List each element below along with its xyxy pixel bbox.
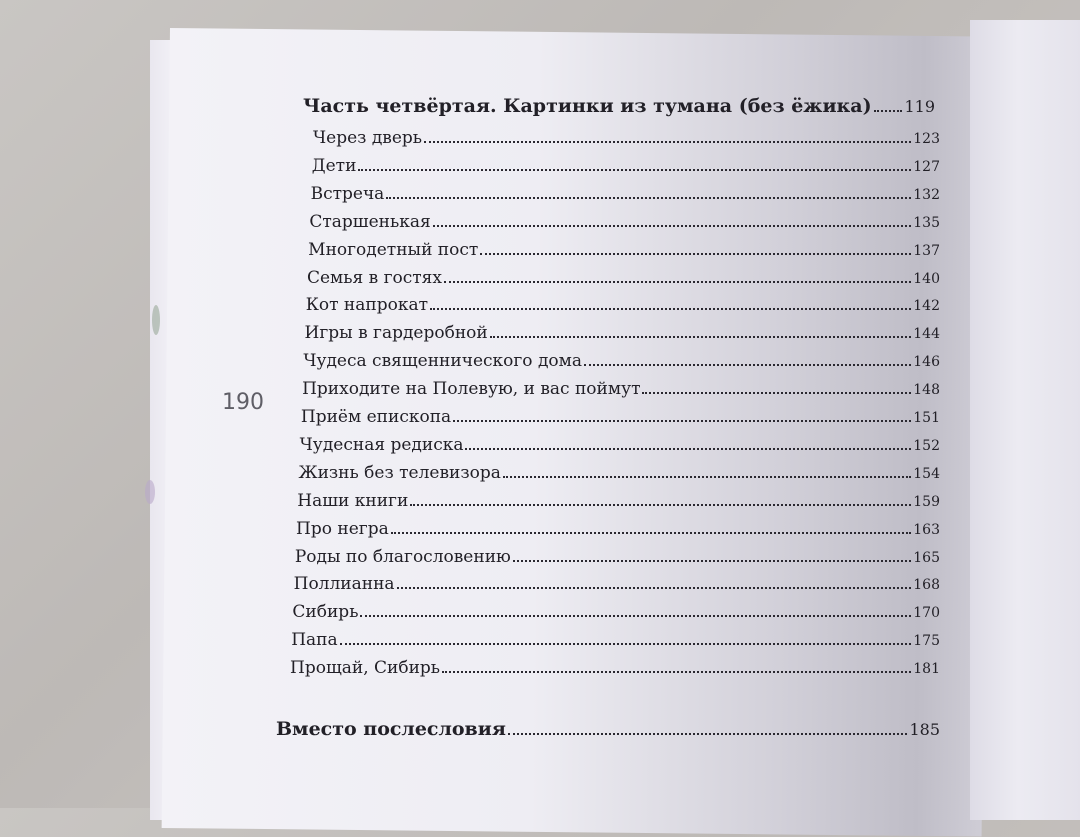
toc-entry (308, 240, 940, 260)
part-title: Часть четвёртая. Картинки из тумана (без ёжика) (303, 95, 872, 117)
dot-leader (465, 446, 911, 450)
afterword-page: 185 (909, 720, 940, 739)
toc-entry-page: 168 (913, 577, 940, 594)
toc-entry-page: 146 (913, 354, 940, 371)
dot-leader (410, 502, 911, 506)
dot-leader (391, 530, 912, 534)
toc-entry-title: Многодетный пост (308, 239, 479, 260)
toc-entry-page: 170 (913, 605, 940, 622)
toc-entry-page: 127 (913, 158, 940, 175)
toc-entry-title: Прощай, Сибирь (290, 658, 441, 679)
toc-entry-title: Старшенькая (309, 211, 431, 232)
toc-entry (307, 268, 940, 288)
toc-entry-title: Про негра (296, 518, 389, 539)
dot-leader (386, 195, 911, 199)
toc-entry-page: 123 (913, 131, 940, 147)
toc-entry-title: Кот напрокат (305, 295, 429, 316)
toc-entry-page: 148 (913, 382, 940, 399)
toc-entry-title: Сибирь (292, 602, 359, 623)
toc-entry-page: 137 (913, 242, 940, 259)
toc-entry-title: Жизнь без телевизора (298, 462, 501, 483)
part-page: 119 (904, 97, 935, 116)
toc-entry-page: 154 (913, 465, 940, 482)
toc-entry (291, 630, 940, 650)
page-number: 190 (222, 390, 264, 415)
toc-entry (300, 435, 940, 455)
toc-entry-page: 151 (913, 410, 940, 426)
dot-leader (442, 669, 911, 673)
toc-entry-title: Игры в гардеробной (304, 323, 488, 344)
toc-entry-title: Семья в гостях (306, 267, 442, 288)
toc-entry (297, 491, 940, 511)
toc-entry (292, 602, 940, 622)
toc-entry-page: 135 (913, 214, 940, 231)
toc-entry-title: Приём епископа (300, 407, 452, 427)
dot-leader (508, 731, 908, 735)
toc-entry (309, 212, 940, 232)
toc-entry-title: Чудеса священнического дома (303, 351, 583, 372)
dot-leader (874, 108, 903, 112)
dot-leader (503, 474, 911, 478)
dot-leader (490, 334, 912, 338)
toc-entry-page: 132 (913, 186, 940, 203)
toc-entry-title: Наши книги (297, 490, 409, 511)
toc-entry-page: 165 (913, 549, 940, 566)
toc-entry-title: Чудесная редиска (299, 434, 464, 455)
toc-entry-title: Дети (311, 155, 357, 176)
dot-leader (430, 306, 911, 310)
dot-leader (444, 279, 911, 283)
dot-leader (480, 251, 911, 255)
toc-entry (294, 574, 940, 594)
part-heading (303, 95, 935, 117)
toc-entry-page: 140 (913, 270, 940, 287)
dot-leader (513, 558, 911, 562)
toc-entry (301, 407, 940, 427)
dot-leader (360, 613, 911, 617)
toc-entry-title: Поллианна (293, 574, 395, 595)
toc-entry-page: 142 (913, 298, 940, 315)
afterword-heading (276, 718, 940, 740)
toc-entry-title: Папа (291, 630, 338, 651)
toc-entry-page: 163 (913, 521, 940, 538)
toc-entry (303, 351, 940, 371)
toc-entry (305, 323, 940, 343)
toc-entry-page: 181 (913, 661, 940, 678)
toc-entry-title: Роды по благословению (294, 546, 511, 567)
toc-entry-title: Через дверь (313, 128, 423, 148)
toc-entry (302, 379, 940, 399)
toc-entry (306, 295, 940, 315)
dot-leader (433, 223, 912, 227)
toc-entry (290, 658, 940, 678)
toc-entry (313, 128, 940, 148)
toc-entry (298, 463, 940, 483)
toc-entry-title: Встреча (310, 183, 385, 204)
toc-entry-title: Приходите на Полевую, и вас поймут (302, 379, 641, 400)
toc-entry-page: 144 (913, 326, 940, 343)
toc-entry (312, 156, 940, 176)
dot-leader (397, 585, 912, 589)
afterword-title: Вместо послесловия (276, 718, 506, 740)
dot-leader (340, 641, 912, 645)
dot-leader (642, 390, 911, 394)
toc-entry (295, 547, 940, 567)
toc-entry (311, 184, 940, 204)
dot-leader (424, 139, 911, 143)
dot-leader (584, 362, 911, 366)
toc-entry (296, 519, 940, 539)
toc-entry-page: 152 (913, 437, 940, 454)
dot-leader (453, 418, 911, 422)
toc-entry-page: 175 (913, 633, 940, 650)
toc-entry-page: 159 (913, 493, 940, 510)
dot-leader (358, 167, 911, 171)
